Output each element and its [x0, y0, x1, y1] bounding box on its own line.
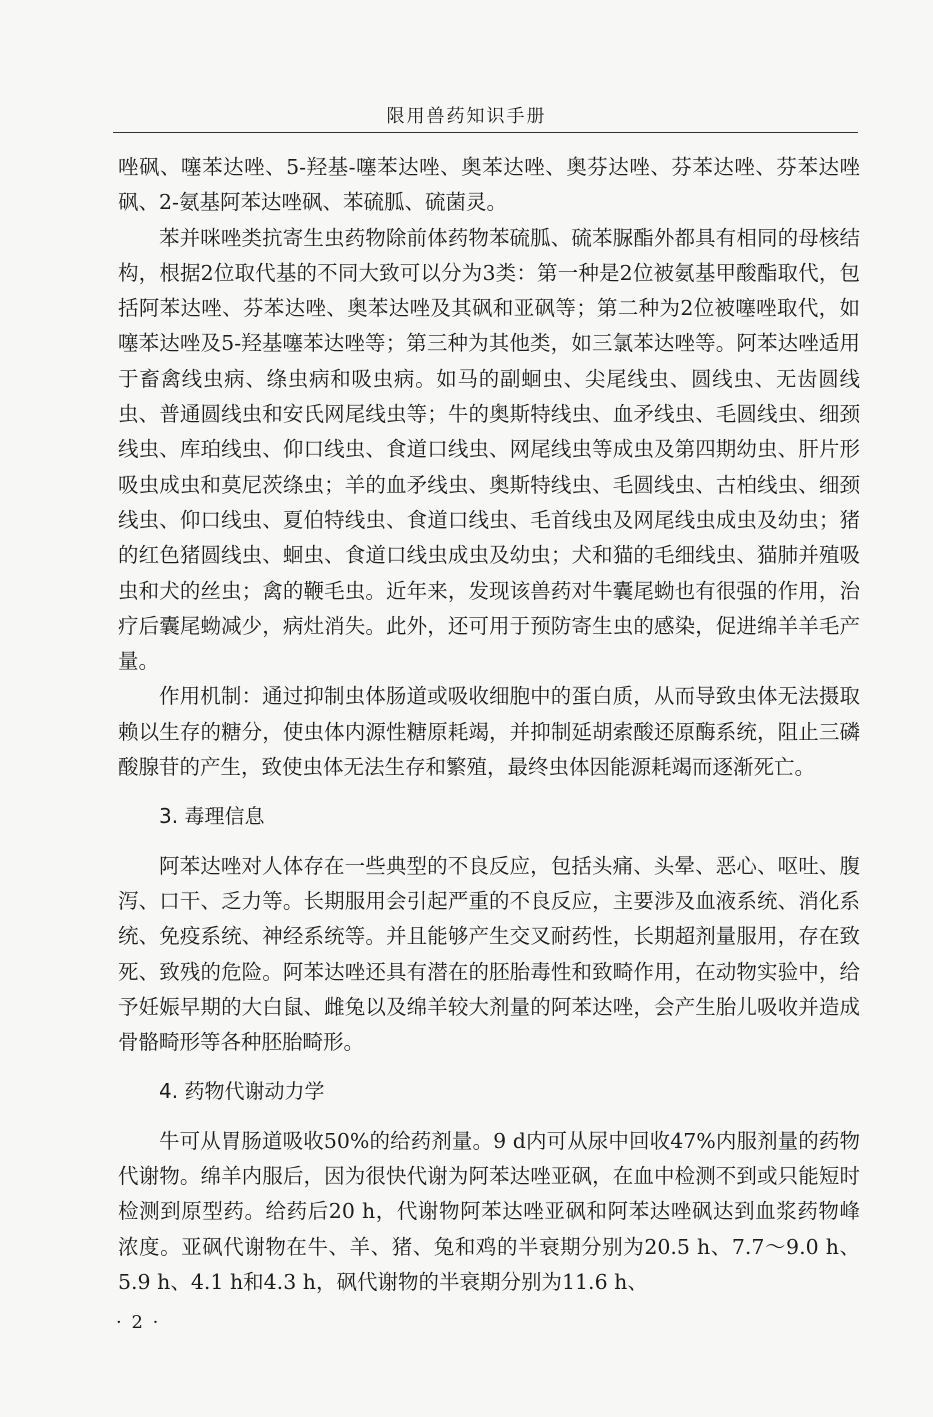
paragraph: 苯并咪唑类抗寄生虫药物除前体药物苯硫胍、硫苯脲酯外都具有相同的母核结构，根据2位取代基的不同大致可以分为3类：第一种是2位被氨基甲酸酯取代，包括阿苯达唑、芬苯达唑、奥苯达唑及其砜和亚砜等；第二种为2位被噻唑取代，如噻苯达唑及5-羟基噻苯达唑等；第三种为其他类，如三氯苯达唑等。阿苯达唑适用于畜禽线虫病、绦虫病和吸虫病。如马的副蛔虫、尖尾线虫、圆线虫、无齿圆线虫、普通圆线虫和安氏网尾线虫等；牛的奥斯特线虫、血矛线虫、毛圆线虫、细颈线虫、库珀线虫、仰口线虫、食道口线虫、网尾线虫等成虫及第四期幼虫、肝片形吸虫成虫和莫尼茨绦虫；羊的血矛线虫、奥斯特线虫、毛圆线虫、古柏线虫、细颈线虫、仰口线虫、夏伯特线虫、食道口线虫、毛首线虫及网尾线虫成虫及幼虫；猪的红色猪圆线虫、蛔虫、食道口线虫成虫及幼虫；犬和猫的毛细线虫、猫肺并殖吸虫和犬的丝虫；禽的鞭毛虫。近年来，发现该兽药对牛囊尾蚴也有很强的作用，治疗后囊尾蚴减少，病灶消失。此外，还可用于预防寄生虫的感染，促进绵羊羊毛产量。: [118, 225, 860, 674]
paragraph: 作用机制：通过抑制虫体肠道或吸收细胞中的蛋白质，从而导致虫体无法摄取赖以生存的糖分，使虫体内源性糖原耗竭，并抑制延胡索酸还原酶系统，阻止三磷酸腺苷的产生，致使虫体无法生存和繁殖，最终虫体因能源耗竭而逐渐死亡。: [118, 684, 860, 780]
paragraph: 唑砜、噻苯达唑、5-羟基-噻苯达唑、奥苯达唑、奥芬达唑、芬苯达唑、芬苯达唑砜、2-氨基阿苯达唑砜、苯硫胍、硫菌灵。: [118, 155, 860, 215]
paragraph: 阿苯达唑对人体存在一些典型的不良反应，包括头痛、头晕、恶心、呕吐、腹泻、口干、乏力等。长期服用会引起严重的不良反应，主要涉及血液系统、消化系统、免疫系统、神经系统等。并且能够产生交叉耐药性，长期超剂量服用，存在致死、致残的危险。阿苯达唑还具有潜在的胚胎毒性和致畸作用，在动物实验中，给予妊娠早期的大白鼠、雌兔以及绵羊较大剂量的阿苯达唑，会产生胎儿吸收并造成骨骼畸形等各种胚胎畸形。: [118, 853, 860, 1055]
header-rule: [113, 132, 858, 133]
page-body: [118, 150, 860, 1300]
page-number: · 2 ·: [116, 1312, 161, 1333]
section-heading-pharmacokinetics: 4. 药物代谢动力学: [159, 1079, 325, 1104]
paragraph: 牛可从胃肠道吸收50%的给药剂量。9 d内可从尿中回收47%内服剂量的药物代谢物。绵羊内服后，因为很快代谢为阿苯达唑亚砜，在血中检测不到或只能短时检测到原型药。给药后20 h，代谢物阿苯达唑亚砜和阿苯达唑砜达到血浆药物峰浓度。亚砜代谢物在牛、羊、猪、兔和鸡的半衰期分别为20.5 h、7.7～9.0 h、5.9 h、4.1 h和4.3 h，砜代谢物的半衰期分别为11.6 h、: [118, 1128, 860, 1294]
running-header: 限用兽药知识手册: [386, 106, 547, 127]
section-heading-toxicology: 3. 毒理信息: [159, 804, 265, 829]
